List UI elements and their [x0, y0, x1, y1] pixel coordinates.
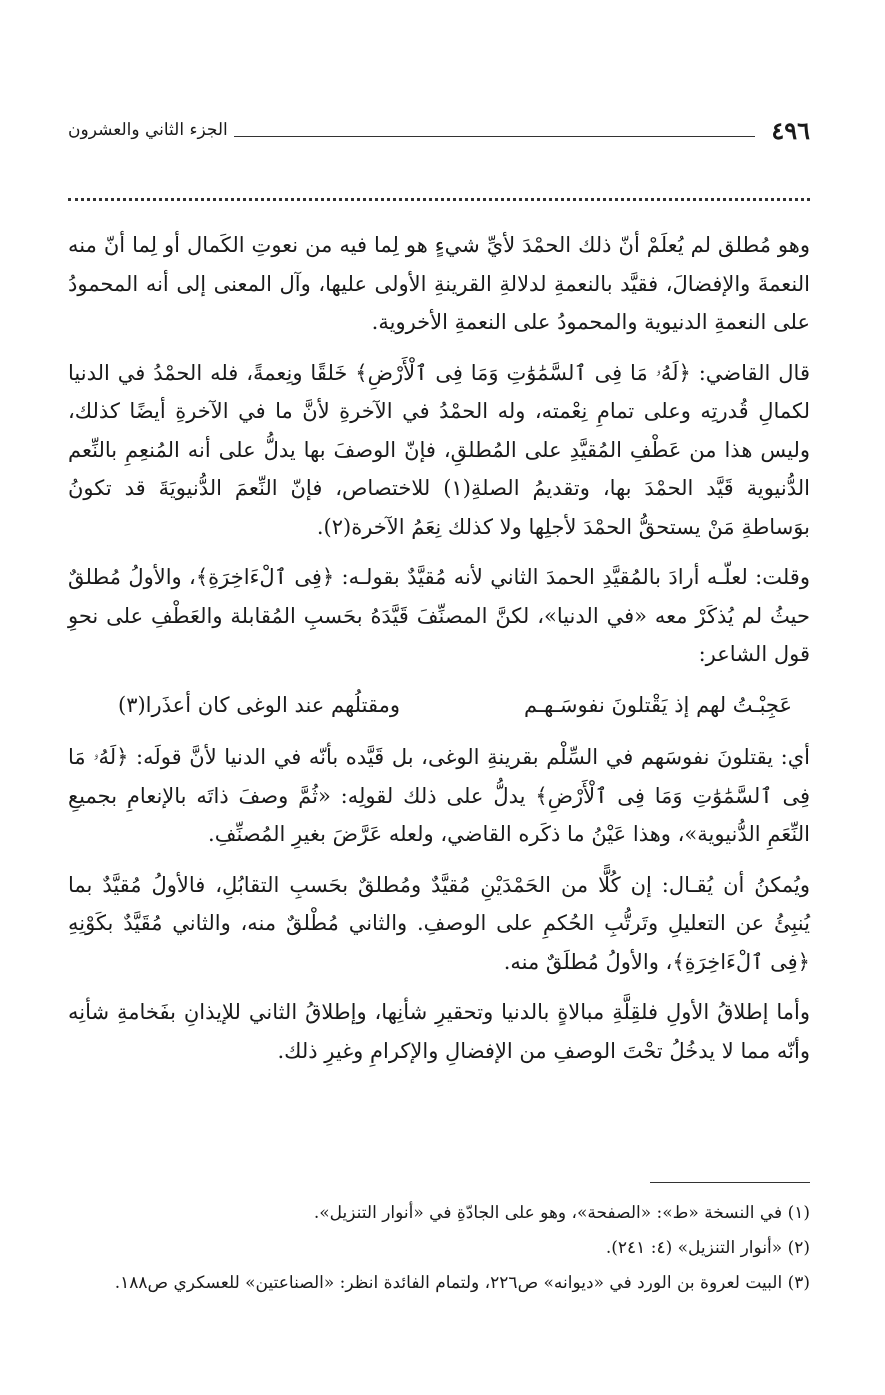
paragraph: وقلت: لعلّـه أرادَ بالمُقيَّدِ الحمدَ الثاني لأنه مُقيَّدٌ بقولـه: ﴿فِى ٱلْءَاخِرَةِ﴾، والأولُ مُطلقٌ حيثُ لم يُذكَرْ معه «في الدنيا»، لكنَّ المصنِّفَ قَيَّدَهُ بحَسبِ المُقابلة والعَطْفِ على نحوِ قول الشاعر:: [68, 565, 810, 666]
verse-second-hemistich: ومقتلُهم عند الوغى كان أعذَرا(٣): [118, 692, 400, 717]
paragraph: ويُمكنُ أن يُقـال: إن كُلًّا من الحَمْدَيْنِ مُقيَّدٌ ومُطلقٌ بحَسبِ التقابُلِ، فالأولُ مُقيَّدٌ بما يُنبِئُ عن التعليلِ وتَرتُّبِ الحُكمِ على الوصفِ. والثاني مُطْلقٌ منه، والثاني مُقَيَّدٌ بكَوْنِهِ ﴿فِى ٱلْءَاخِرَةِ﴾، والأولُ مُطلَقٌ منه.: [68, 872, 810, 974]
footnote: (٢) «أنوار التنزيل» (٤: ٢٤١).: [605, 1238, 810, 1258]
page-number: ٤٩٦: [771, 115, 810, 145]
paragraph: قال القاضي: ﴿لَهُۥ مَا فِى ٱلسَّمَٰوَٰتِ وَمَا فِى ٱلْأَرْضِ﴾ خَلقًا ونِعمةً، فله الحمْدُ في الدنيا لكمالِ قُدرتِه وعلى تمامِ نِعْمته، وله الحمْدُ في الآخرةِ لأنَّ ما في الآخرةِ أيضًا كذلك، وليس هذا من عَطْفِ المُقيَّدِ على المُطلقِ، فإنّ الوصفَ بها يدلُّ على أنه المُنعِمِ بالنِّعم الدُّنيوية قَيَّد الحمْدَ بها، وتقديمُ الصلةِ(١) للاختصاص، فإنّ النِّعمَ الدُّنيويَةَ قد تكونُ بوَساطةِ مَنْ يستحقُّ الحمْدَ لأجلِها ولا كذلك نِعَمُ الآخرة(٢).: [68, 360, 810, 539]
paragraph: وهو مُطلق لم يُعلَمْ أنّ ذلك الحمْدَ لأيِّ شيءٍ هو لِما فيه من نعوتِ الكَمال أو لِما أنّ منه النعمةَ والإفضالَ، فقيَّد بالنعمةِ لدلالةِ القرينةِ الأولى عليها، وآل المعنى إلى أنه المحمودُ على النعمةِ الدنيوية والمحمودُ على النعمةِ الأخروية.: [68, 233, 810, 334]
footnote-rule: [650, 1182, 810, 1183]
running-title: الجزء الثاني والعشرون: [68, 120, 228, 140]
header-rule: [234, 136, 756, 137]
main-text: [68, 226, 810, 1082]
book-page: [68, 0, 810, 1395]
verse-first-hemistich: عَجِبْـتُ لهم إذ يَقْتلونَ نفوسَـهـم: [523, 692, 792, 717]
dotted-separator: [68, 186, 810, 201]
page-header: [68, 112, 810, 148]
poetry-verse: [68, 686, 810, 725]
paragraph: أي: يقتلونَ نفوسَهم في السِّلْم بقرينةِ الوغى، بل قَيَّده بأنّه في الدنيا لأنَّ قولَه: ﴿لَهُۥ مَا فِى ٱلسَّمَٰوَٰتِ وَمَا فِى ٱلْأَرْضِ﴾ يدلُّ على ذلك لقولِه: «ثُمَّ وصفَ ذاتَه بالإنعامِ بجميعِ النِّعَمِ الدُّنيوية»، وهذا عَيْنُ ما ذكَره القاضي، ولعله عَرَّضَ بغيرِ المُصنِّفِ.: [68, 745, 810, 846]
paragraph: وأما إطلاقُ الأولِ فلقِلَّةِ مبالاةٍ بالدنيا وتحقيرِ شأنِها، وإطلاقُ الثاني للإيذانِ بفَخامةِ شأنِه وأنّه مما لا يدخُلُ تحْتَ الوصفِ من الإفضالِ والإكرامِ وغيرِ ذلك.: [68, 1000, 810, 1063]
footnote: (٣) البيت لعروة بن الورد في «ديوانه» ص٢٢٦، ولتمام الفائدة انظر: «الصناعتين» للعسكري ص١٨٨.: [114, 1273, 810, 1293]
footnotes: [68, 1196, 810, 1301]
footnote: (١) في النسخة «ط»: «الصفحة»، وهو على الجادّةِ في «أنوار التنزيل».: [313, 1203, 810, 1223]
